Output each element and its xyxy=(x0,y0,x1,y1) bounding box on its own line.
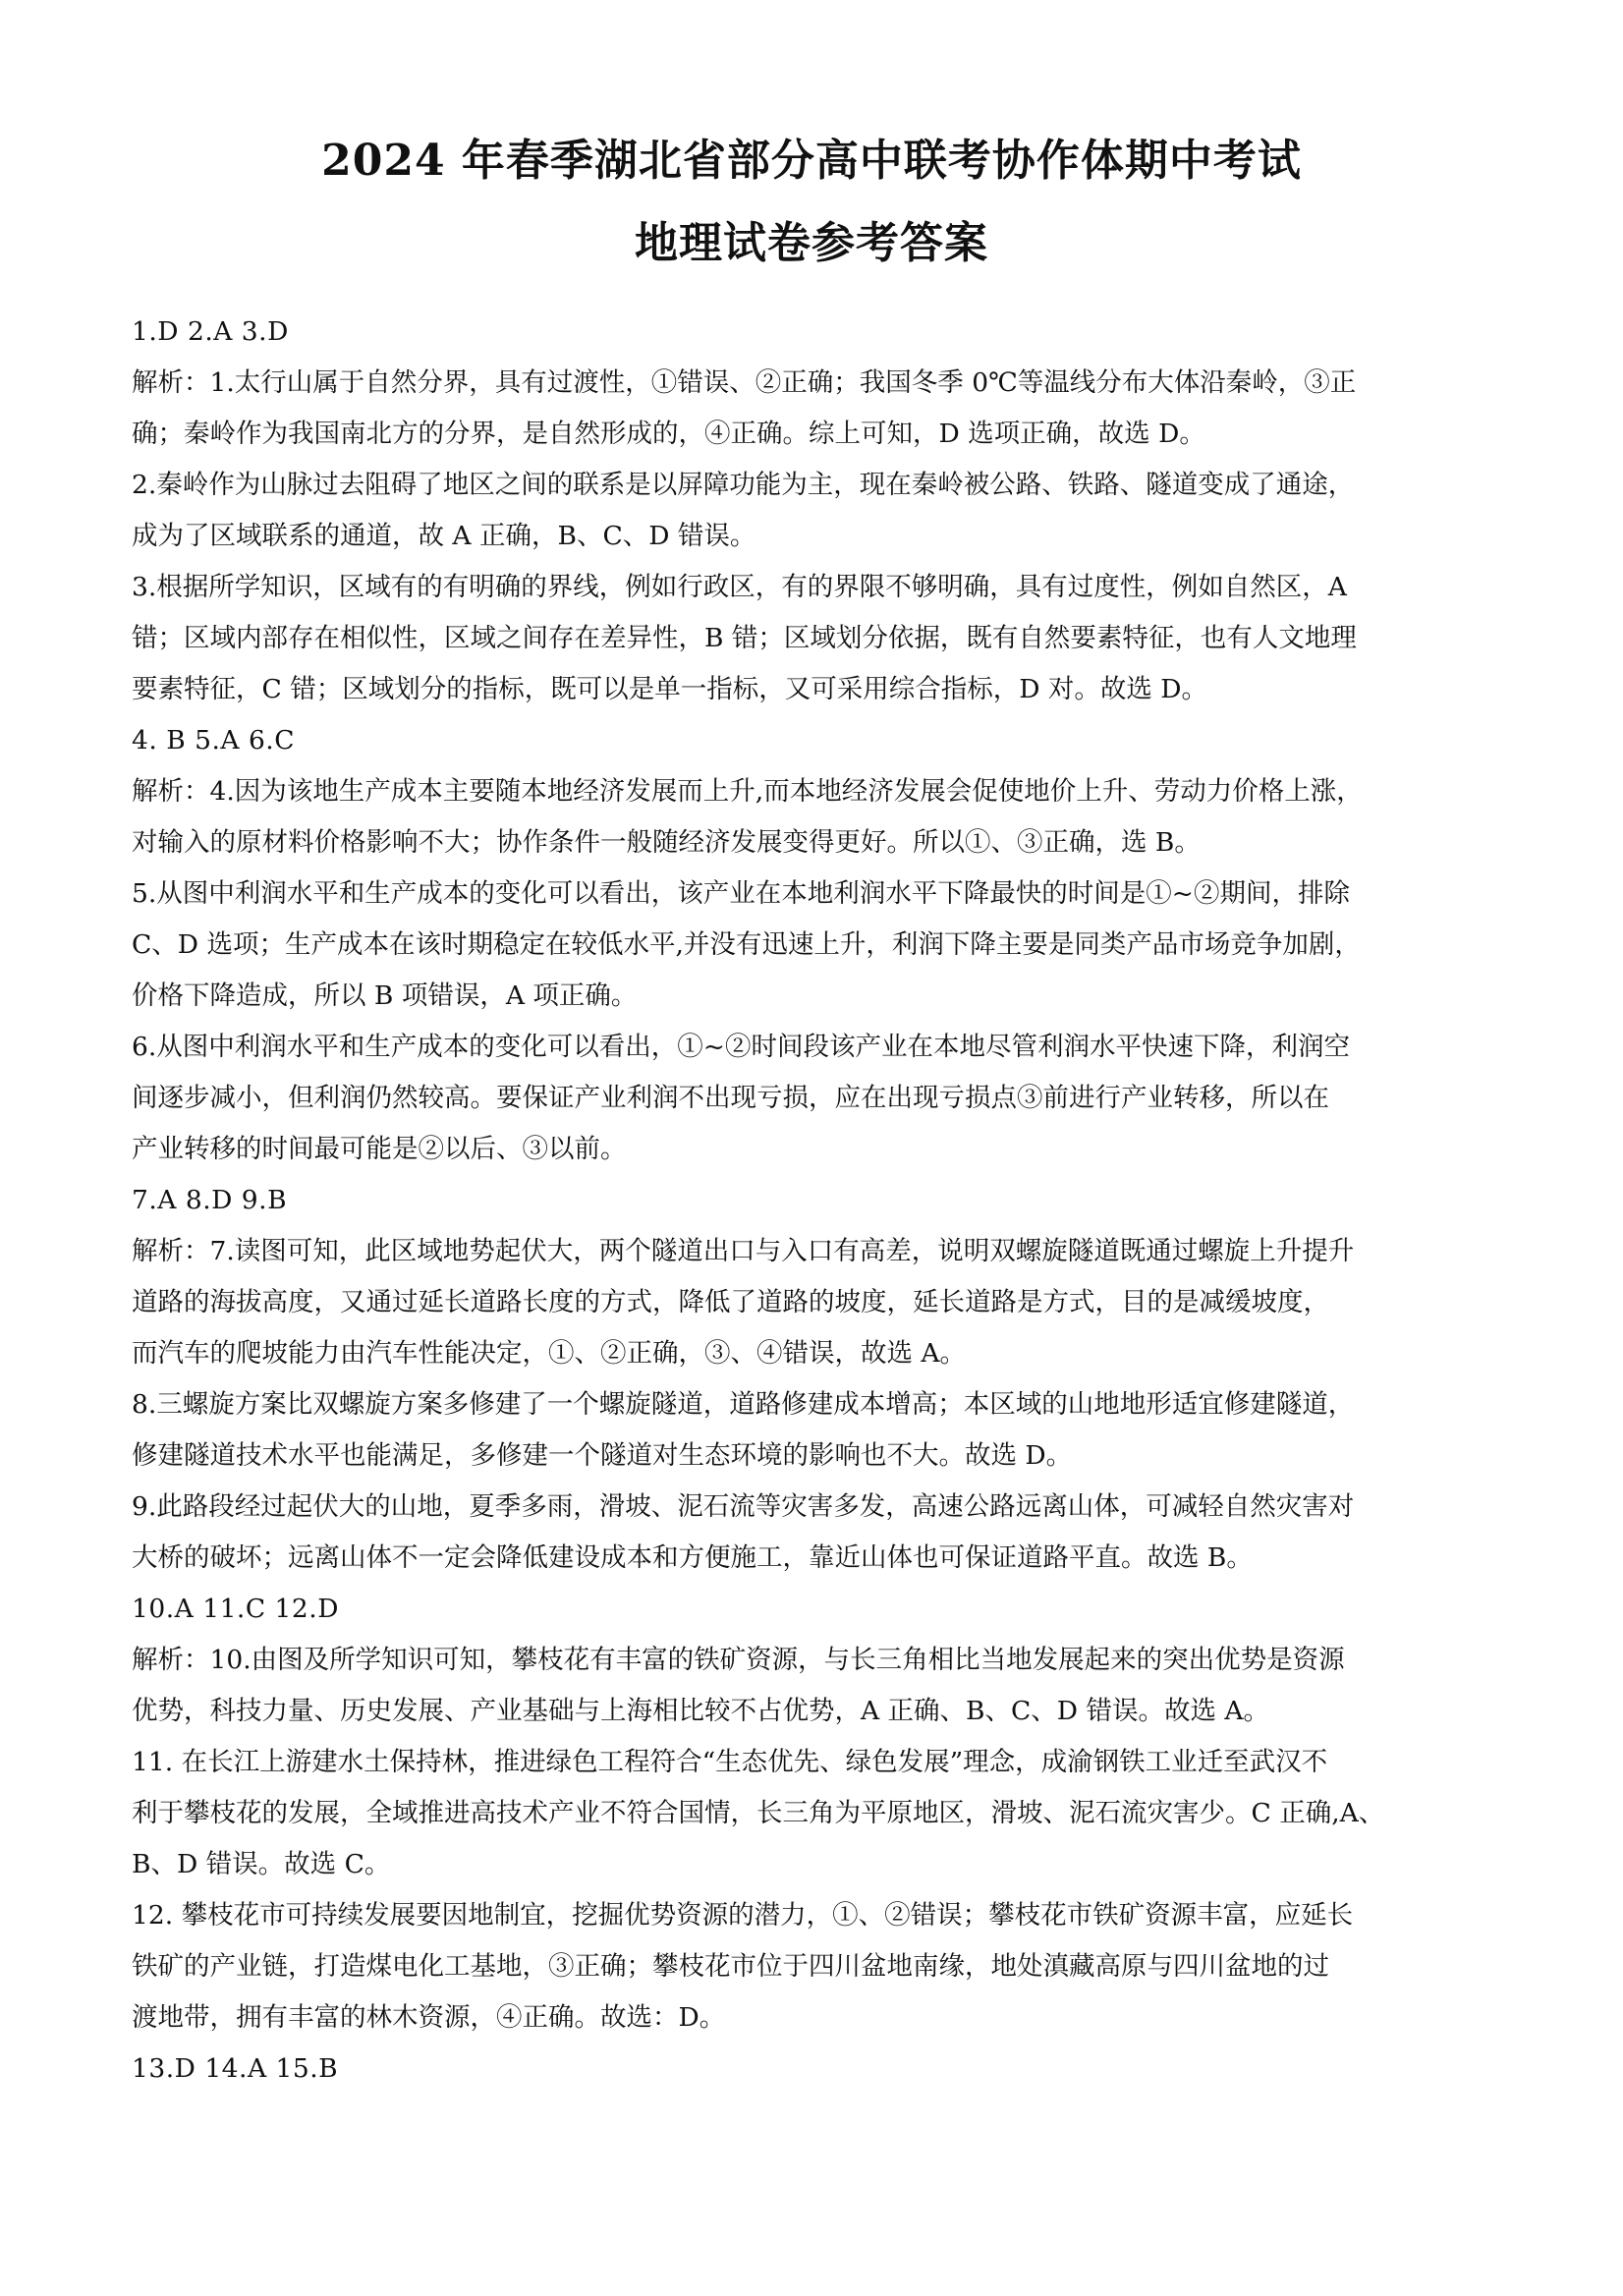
explanation-line: 利于攀枝花的发展，全域推进高技术产业不符合国情，长三角为平原地区，滑坡、泥石流灾害少。C 正确,A、 xyxy=(132,1798,1385,1828)
explanation-line: 解析：10.由图及所学知识可知，攀枝花有丰富的铁矿资源，与长三角相比当地发展起来的突出优势是资源 xyxy=(132,1645,1345,1675)
explanation-line: 确；秦岭作为我国南北方的分界，是自然形成的，④正确。综上可知，D 选项正确，故选 D。 xyxy=(132,419,1205,449)
explanation-line: 解析：1.太行山属于自然分界，具有过渡性，①错误、②正确；我国冬季 0℃等温线分布大体沿秦岭，③正 xyxy=(132,367,1357,398)
answer-key-1-3: 1.D 2.A 3.D xyxy=(132,316,289,347)
title-block xyxy=(0,136,1623,269)
explanation-line: 解析：7.读图可知，此区域地势起伏大，两个隧道出口与入口有高差，说明双螺旋隧道既通过螺旋上升提升 xyxy=(132,1236,1355,1266)
explanation-line: 3.根据所学知识，区域有的有明确的界线，例如行政区，有的界限不够明确，具有过度性，例如自然区，A xyxy=(132,572,1347,602)
explanation-line: 11. 在长江上游建水土保持林，推进绿色工程符合“生态优先、绿色发展”理念，成渝钢铁工业迁至武汉不 xyxy=(132,1747,1328,1777)
answer-key-13-15: 13.D 14.A 15.B xyxy=(132,2053,339,2084)
explanation-line: 5.从图中利润水平和生产成本的变化可以看出，该产业在本地利润水平下降最快的时间是①~②期间，排除 xyxy=(132,878,1350,909)
explanation-line: 6.从图中利润水平和生产成本的变化可以看出，①~②时间段该产业在本地尽管利润水平快速下降，利润空 xyxy=(132,1032,1350,1062)
answer-key-10-12: 10.A 11.C 12.D xyxy=(132,1594,339,1624)
explanation-line: 2.秦岭作为山脉过去阻碍了地区之间的联系是以屏障功能为主，现在秦岭被公路、铁路、隧道变成了通途， xyxy=(132,470,1355,500)
explanation-line: 解析：4.因为该地生产成本主要随本地经济发展而上升,而本地经济发展会促使地价上升、劳动力价格上涨， xyxy=(132,776,1363,807)
explanation-line: 对输入的原材料价格影响不大；协作条件一般随经济发展变得更好。所以①、③正确，选 B。 xyxy=(132,827,1201,858)
explanation-line: 错；区域内部存在相似性，区域之间存在差异性，B 错；区域划分依据，既有自然要素特征，也有人文地理 xyxy=(132,623,1357,653)
exam-title: 2024 年春季湖北省部分高中联考协作体期中考试 xyxy=(321,136,1302,186)
explanation-line: 成为了区域联系的通道，故 A 正确，B、C、D 错误。 xyxy=(132,521,756,551)
explanation-line: 道路的海拔高度，又通过延长道路长度的方式，降低了道路的坡度，延长道路是方式，目的是减缓坡度， xyxy=(132,1287,1329,1317)
exam-subtitle: 地理试卷参考答案 xyxy=(635,218,988,268)
explanation-line: B、D 错误。故选 C。 xyxy=(132,1849,391,1879)
explanation-line: 大桥的破坏；远离山体不一定会降低建设成本和方便施工，靠近山体也可保证道路平直。故选 B。 xyxy=(132,1542,1253,1573)
explanation-line: 铁矿的产业链，打造煤电化工基地，③正确；攀枝花市位于四川盆地南缘，地处滇藏高原与四川盆地的过 xyxy=(132,1951,1329,1982)
answer-content xyxy=(132,307,1495,2095)
explanation-line: 间逐步减小，但利润仍然较高。要保证产业利润不出现亏损，应在出现亏损点③前进行产业转移，所以在 xyxy=(132,1083,1329,1113)
explanation-line: 优势，科技力量、历史发展、产业基础与上海相比较不占优势，A 正确、B、C、D 错误。故选 A。 xyxy=(132,1696,1270,1726)
explanation-line: 修建隧道技术水平也能满足，多修建一个隧道对生态环境的影响也不大。故选 D。 xyxy=(132,1440,1073,1471)
answer-key-7-9: 7.A 8.D 9.B xyxy=(132,1185,288,1215)
explanation-line: 渡地带，拥有丰富的林木资源，④正确。故选：D。 xyxy=(132,2002,726,2033)
explanation-line: 价格下降造成，所以 B 项错误，A 项正确。 xyxy=(132,980,638,1011)
explanation-line: 产业转移的时间最可能是②以后、③以前。 xyxy=(132,1134,627,1164)
explanation-line: 9.此路段经过起伏大的山地，夏季多雨，滑坡、泥石流等灾害多发，高速公路远离山体，可减轻自然灾害对 xyxy=(132,1491,1355,1522)
explanation-line: 而汽车的爬坡能力由汽车性能决定，①、②正确，③、④错误，故选 A。 xyxy=(132,1338,967,1369)
explanation-line: 要素特征，C 错；区域划分的指标，既可以是单一指标，又可采用综合指标，D 对。故选 D。 xyxy=(132,674,1208,704)
explanation-line: C、D 选项；生产成本在该时期稳定在较低水平,并没有迅速上升，利润下降主要是同类产品市场竞争加剧， xyxy=(132,929,1361,960)
explanation-line: 8.三螺旋方案比双螺旋方案多修建了一个螺旋隧道，道路修建成本增高；本区域的山地地形适宜修建隧道， xyxy=(132,1389,1355,1420)
answer-key-4-6: 4. B 5.A 6.C xyxy=(132,725,296,756)
explanation-line: 12. 攀枝花市可持续发展要因地制宜，挖掘优势资源的潜力，①、②错误；攀枝花市铁矿资源丰富，应延长 xyxy=(132,1900,1354,1931)
